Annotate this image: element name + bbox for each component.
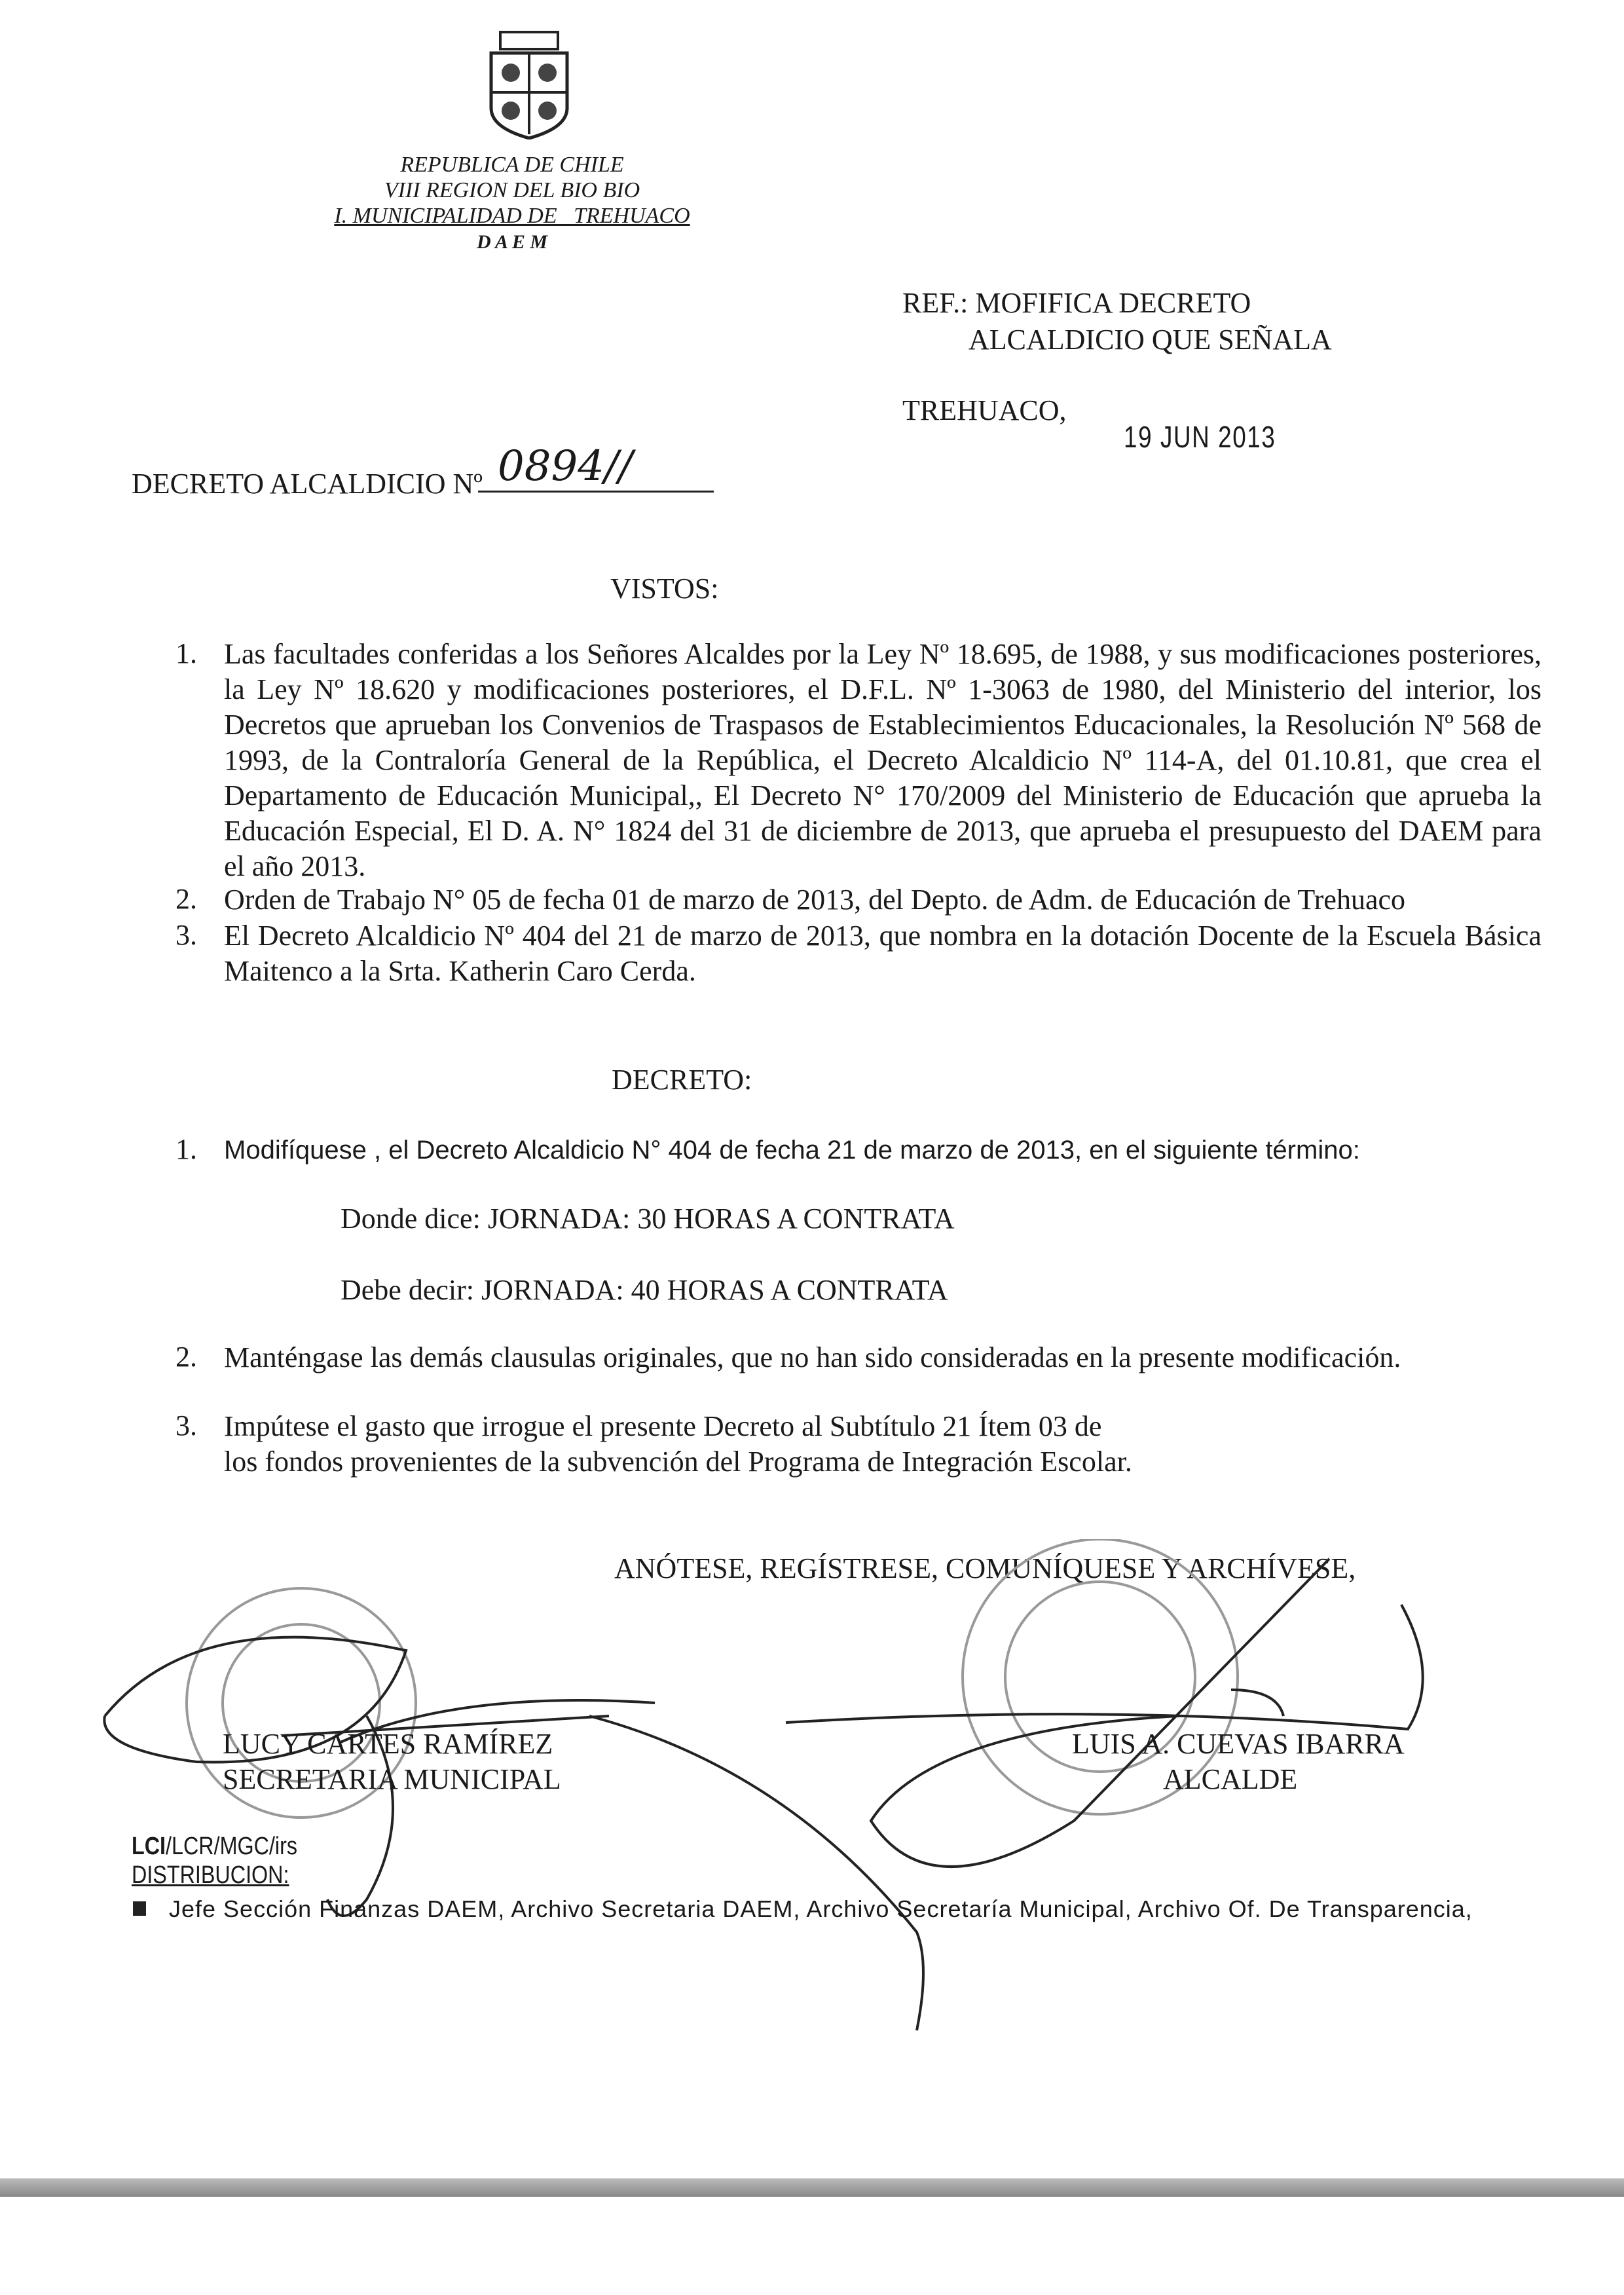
letterhead-republic: REPUBLICA DE CHILE: [400, 153, 624, 177]
coat-of-arms-logo: [487, 29, 571, 140]
vistos-item-number: 1.: [175, 637, 197, 669]
decreto-item-2: Manténgase las demás clausulas originales, que no han sido consideradas en la presente modificación.: [224, 1341, 1401, 1373]
decreto-item-number: 1.: [175, 1133, 197, 1165]
place: TREHUACO,: [902, 394, 1067, 426]
ref-line-1: REF.: MOFIFICA DECRETO: [902, 287, 1251, 319]
bullet-icon: [133, 1901, 146, 1916]
initials-bold: LCI: [132, 1833, 166, 1860]
letterhead-daem: D A E M: [476, 231, 548, 253]
scan-edge: [0, 2178, 1624, 2197]
ref-line-2: ALCALDICIO QUE SEÑALA: [969, 324, 1332, 356]
decree-label: DECRETO ALCALDICIO Nº: [132, 468, 483, 500]
initials-rest: /LCR/MGC/irs: [166, 1833, 298, 1860]
decreto-item-number: 2.: [175, 1341, 197, 1373]
distribution-list: Jefe Sección Finanzas DAEM, Archivo Secretaria DAEM, Archivo Secretaría Municipal, Archivo Of. De Transparencia,: [169, 1895, 1473, 1922]
distribution-title: DISTRIBUCION:: [132, 1861, 289, 1889]
vistos-item-1: Las facultades conferidas a los Señores Alcaldes por la Ley Nº 18.695, de 1988, y sus modificaciones posteriores, la Ley Nº 18.620 y modificaciones posteriores, el D.F.L. Nº 1-3063 de 1980, del Ministerio del interior, los Decretos que aprueban los Convenios de Traspasos de Establecimientos Educacionales, la Resolución Nº 568 de 1993, de la Contraloría General de la República, el Decreto Alcaldicio Nº 114-A, del 01.10.81, que crea el Departamento de Educación Municipal,, El Decreto N° 170/2009 del Ministerio de Educación que aprueba la Educación Especial, El D. A. N° 1824 del 31 de diciembre de 2013, que aprueba el presupuesto del DAEM para el año 2013.: [224, 638, 1541, 882]
closing-formula: ANÓTESE, REGÍSTRESE, COMUNÍQUESE Y ARCHÍVESE,: [614, 1552, 1356, 1584]
vistos-item-number: 2.: [175, 883, 197, 915]
letterhead-region: VIII REGION DEL BIO BIO: [384, 178, 640, 202]
signatures-and-stamps: [0, 1539, 1624, 2063]
signatory-left-title: SECRETARIA MUNICIPAL: [223, 1763, 561, 1795]
decreto-item-1: Modifíquese , el Decreto Alcaldicio N° 404 de fecha 21 de marzo de 2013, en el siguiente término:: [224, 1136, 1360, 1165]
signature-right: [786, 1559, 1423, 1867]
decreto-item-number: 3.: [175, 1409, 197, 1442]
letterhead-municipality: I. MUNICIPALIDAD DE TREHUACO: [334, 204, 690, 228]
vistos-item-2: Orden de Trabajo N° 05 de fecha 01 de marzo de 2013, del Depto. de Adm. de Educación de Trehuaco: [224, 884, 1405, 916]
debe-decir: Debe decir: JORNADA: 40 HORAS A CONTRATA: [341, 1274, 948, 1306]
decree-number: 0894//: [478, 442, 714, 493]
vistos-item-number: 3.: [175, 919, 197, 951]
vistos-title: VISTOS:: [610, 572, 719, 605]
vistos-item-3: El Decreto Alcaldicio Nº 404 del 21 de marzo de 2013, que nombra en la dotación Docente de la Escuela Básica Maitenco a la Srta. Katherin Caro Cerda.: [224, 920, 1541, 987]
signatory-left-name: LUCY CARTES RAMÍREZ: [223, 1728, 553, 1760]
signatory-right-name: LUIS A. CUEVAS IBARRA: [1072, 1728, 1405, 1760]
donde-dice: Donde dice: JORNADA: 30 HORAS A CONTRATA: [341, 1203, 955, 1235]
decreto-item-3: Impútese el gasto que irrogue el presente Decreto al Subtítulo 21 Ítem 03 de los fondos provenientes de la subvención del Programa de Integración Escolar.: [224, 1410, 1132, 1478]
signatory-right-title: ALCALDE: [1163, 1763, 1298, 1795]
decreto-title: DECRETO:: [612, 1064, 752, 1096]
initials: [132, 1833, 297, 1861]
date-stamp: 19 JUN 2013: [1124, 420, 1276, 454]
